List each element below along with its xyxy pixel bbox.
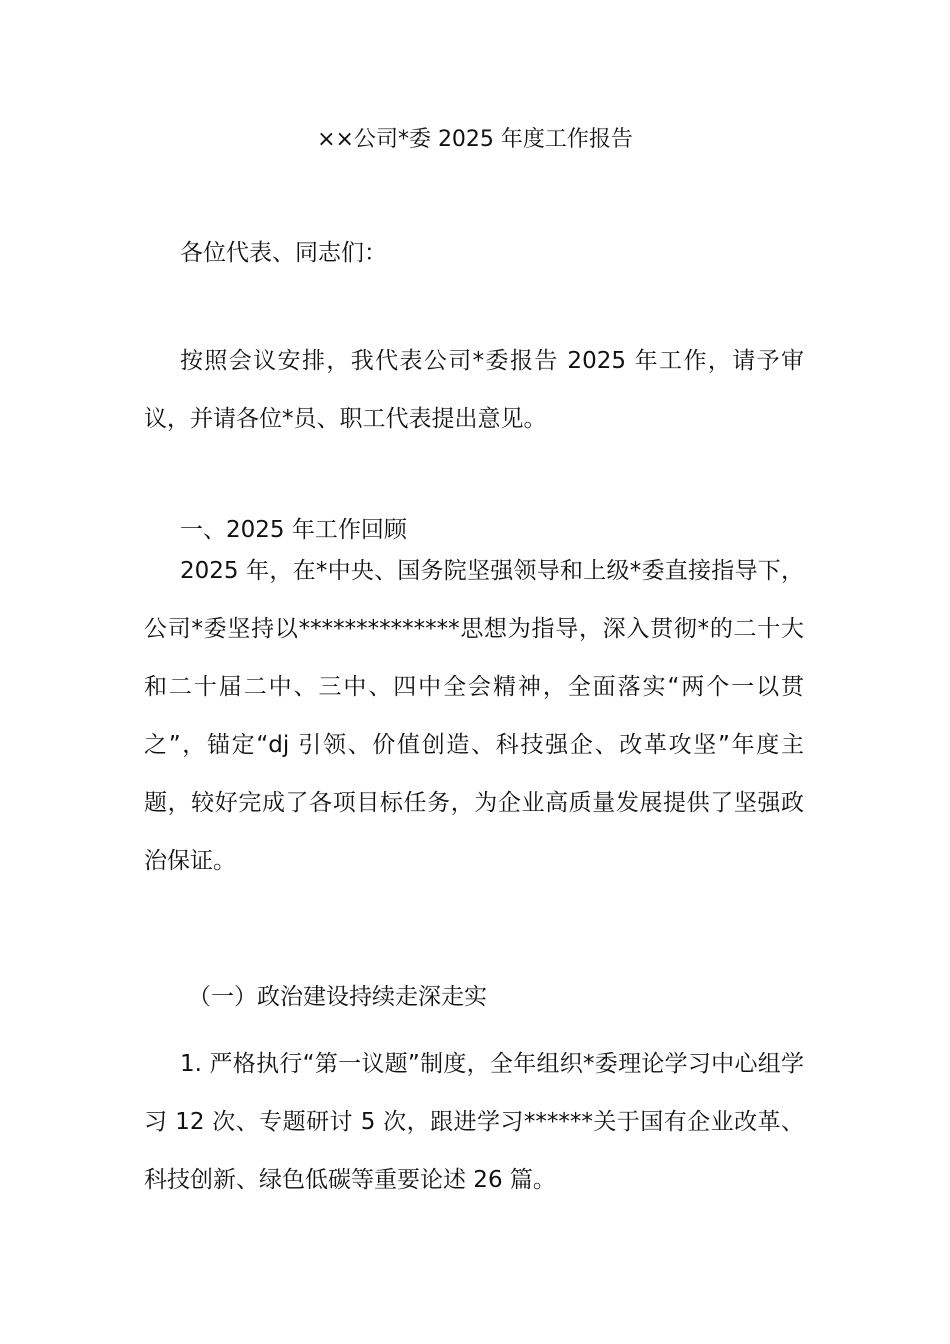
salutation: 各位代表、同志们：: [180, 240, 387, 266]
subsection-heading: （一）政治建设持续走深走实: [188, 984, 487, 1010]
list-item-1: 1. 严格执行“第一议题”制度，全年组织*委理论学习中心组学习 12 次、专题研讨 5 次，跟进学习******关于国有企业改革、科技创新、绿色低碳等重要论述 26 篇。: [144, 1051, 804, 1193]
section-heading: 一、2025 年工作回顾: [180, 517, 407, 543]
document-title: ××公司*委 2025 年度工作报告: [317, 127, 633, 152]
intro-paragraph: 按照会议安排，我代表公司*委报告 2025 年工作，请予审议，并请各位*员、职工代表提出意见。: [144, 348, 804, 432]
review-paragraph: 2025 年，在*中央、国务院坚强领导和上级*委直接指导下，公司*委坚持以**************思想为指导，深入贯彻*的二十大和二十届二中、三中、四中全会精神，全面落实“两个一以贯之”，锚定“dj 引领、价值创造、科技强企、改革攻坚”年度主题，较好完成了各项目标任务，为企业高质量发展提供了坚强政治保证。: [144, 558, 804, 874]
